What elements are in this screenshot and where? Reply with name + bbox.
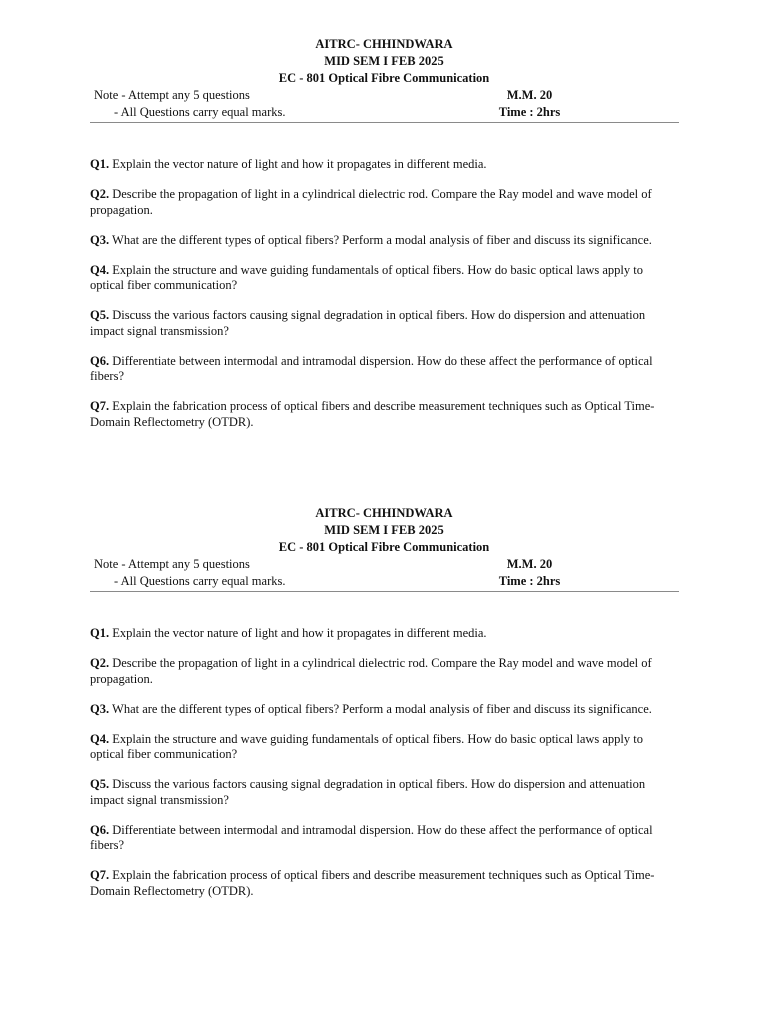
question-number: Q4. (90, 731, 110, 746)
subject-title: EC - 801 Optical Fibre Communication (278, 540, 490, 554)
exam-title: MID SEM I FEB 2025 (324, 523, 444, 537)
question-paper-2 (0, 505, 768, 898)
subject-title: EC - 801 Optical Fibre Communication (278, 71, 490, 85)
question-item (90, 187, 665, 218)
info-row-marks (0, 556, 768, 573)
question-item (90, 233, 665, 249)
question-item (90, 823, 665, 854)
question-text: Discuss the various factors causing signal degradation in optical fibers. How do dispersion and attenuation impact signal transmission? (90, 777, 646, 807)
info-row-time (0, 573, 768, 590)
question-number: Q1. (90, 157, 110, 171)
question-text: Explain the fabrication process of optical fibers and describe measurement techniques such as Optical Time-Domain Reflectometry (OTDR). (90, 868, 655, 898)
question-text: Explain the vector nature of light and how it propagates in different media. (112, 626, 487, 640)
question-text: Describe the propagation of light in a cylindrical dielectric rod. Compare the Ray model and wave model of propagation. (90, 187, 652, 217)
question-item (90, 777, 665, 808)
question-text: Explain the structure and wave guiding fundamentals of optical fibers. How do basic optical laws apply to optical fiber communication? (90, 731, 643, 761)
question-number: Q3. (90, 232, 110, 247)
question-item (90, 656, 665, 687)
question-number: Q5. (90, 308, 110, 322)
info-row-time (0, 104, 768, 121)
note-equal-marks: - All Questions carry equal marks. (114, 105, 286, 119)
question-text: Discuss the various factors causing signal degradation in optical fibers. How do dispersion and attenuation impact signal transmission? (90, 308, 646, 338)
question-text: Explain the structure and wave guiding fundamentals of optical fibers. How do basic optical laws apply to optical fiber communication? (90, 262, 643, 292)
institute-name: AITRC- CHHINDWARA (315, 37, 453, 51)
info-row-marks (0, 87, 768, 104)
question-item (90, 399, 665, 430)
question-text: Differentiate between intermodal and intramodal dispersion. How do these affect the performance of optical fibers? (90, 353, 653, 383)
note-attempt: Note - Attempt any 5 questions (94, 88, 250, 102)
question-number: Q3. (90, 701, 110, 716)
question-list (90, 626, 665, 914)
max-marks: M.M. 20 (506, 88, 553, 102)
max-marks: M.M. 20 (506, 557, 553, 571)
question-text: Explain the vector nature of light and how it propagates in different media. (112, 157, 487, 171)
question-item (90, 626, 665, 642)
note-equal-marks: - All Questions carry equal marks. (114, 574, 286, 588)
question-item (90, 263, 665, 294)
header-divider (90, 122, 679, 123)
question-text: What are the different types of optical fibers? Perform a modal analysis of fiber and discuss its significance. (112, 701, 652, 716)
question-number: Q4. (90, 262, 110, 277)
exam-title: MID SEM I FEB 2025 (324, 54, 444, 68)
question-number: Q7. (90, 399, 110, 413)
institute-name: AITRC- CHHINDWARA (315, 506, 453, 520)
note-attempt: Note - Attempt any 5 questions (94, 557, 250, 571)
question-item (90, 308, 665, 339)
question-text: Differentiate between intermodal and intramodal dispersion. How do these affect the performance of optical fibers? (90, 822, 653, 852)
question-number: Q5. (90, 777, 110, 791)
question-number: Q6. (90, 822, 110, 837)
question-text: Explain the fabrication process of optical fibers and describe measurement techniques such as Optical Time-Domain Reflectometry (OTDR). (90, 399, 655, 429)
question-number: Q6. (90, 353, 110, 368)
exam-time: Time : 2hrs (498, 574, 561, 588)
question-item (90, 354, 665, 385)
question-item (90, 702, 665, 718)
question-text: What are the different types of optical fibers? Perform a modal analysis of fiber and discuss its significance. (112, 232, 652, 247)
question-item (90, 157, 665, 173)
question-item (90, 868, 665, 899)
question-text: Describe the propagation of light in a cylindrical dielectric rod. Compare the Ray model and wave model of propagation. (90, 656, 652, 686)
question-item (90, 732, 665, 763)
header-divider (90, 591, 679, 592)
question-number: Q1. (90, 626, 110, 640)
question-number: Q2. (90, 656, 110, 670)
question-list (90, 157, 665, 445)
exam-time: Time : 2hrs (498, 105, 561, 119)
question-number: Q2. (90, 187, 110, 201)
question-paper-1 (0, 36, 768, 429)
question-number: Q7. (90, 868, 110, 882)
